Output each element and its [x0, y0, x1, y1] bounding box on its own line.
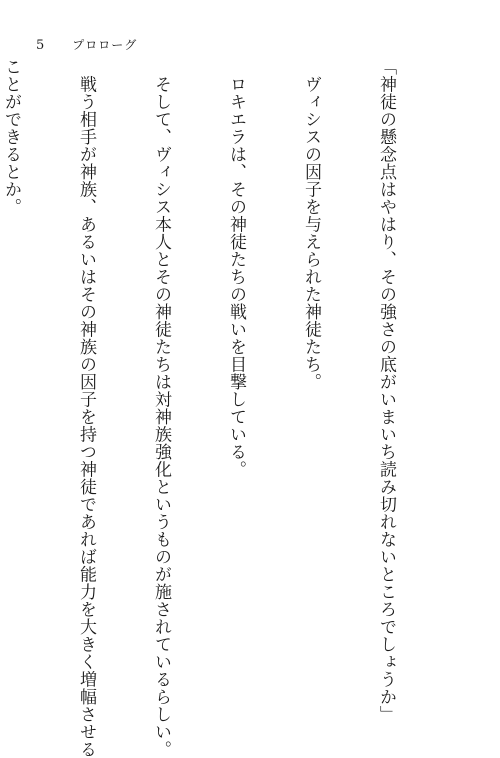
page-header [36, 38, 137, 53]
text-column: ことができるとか。 [1, 58, 21, 216]
text-column: ロキエラは、その神徒たちの戦いを目撃している。 [226, 58, 246, 478]
chapter-title: プロローグ [72, 38, 138, 52]
text-column: 戦う相手が神族、あるいはその神族の因子を持つ神徒であれば能力を大きく増幅させる [76, 58, 96, 758]
text-column: ヴィシスの因子を与えられた神徒たち。 [301, 58, 321, 391]
text-column: 「神徒の懸念点はやはり、その強さの底がいまいち読み切れないところでしょうか」 [376, 58, 396, 723]
vertical-body-text [0, 58, 448, 758]
text-column: そして、ヴィシス本人とその神徒たちは対神族強化というものが施されているらしい。 [151, 58, 171, 758]
page-number: 5 [36, 38, 45, 53]
